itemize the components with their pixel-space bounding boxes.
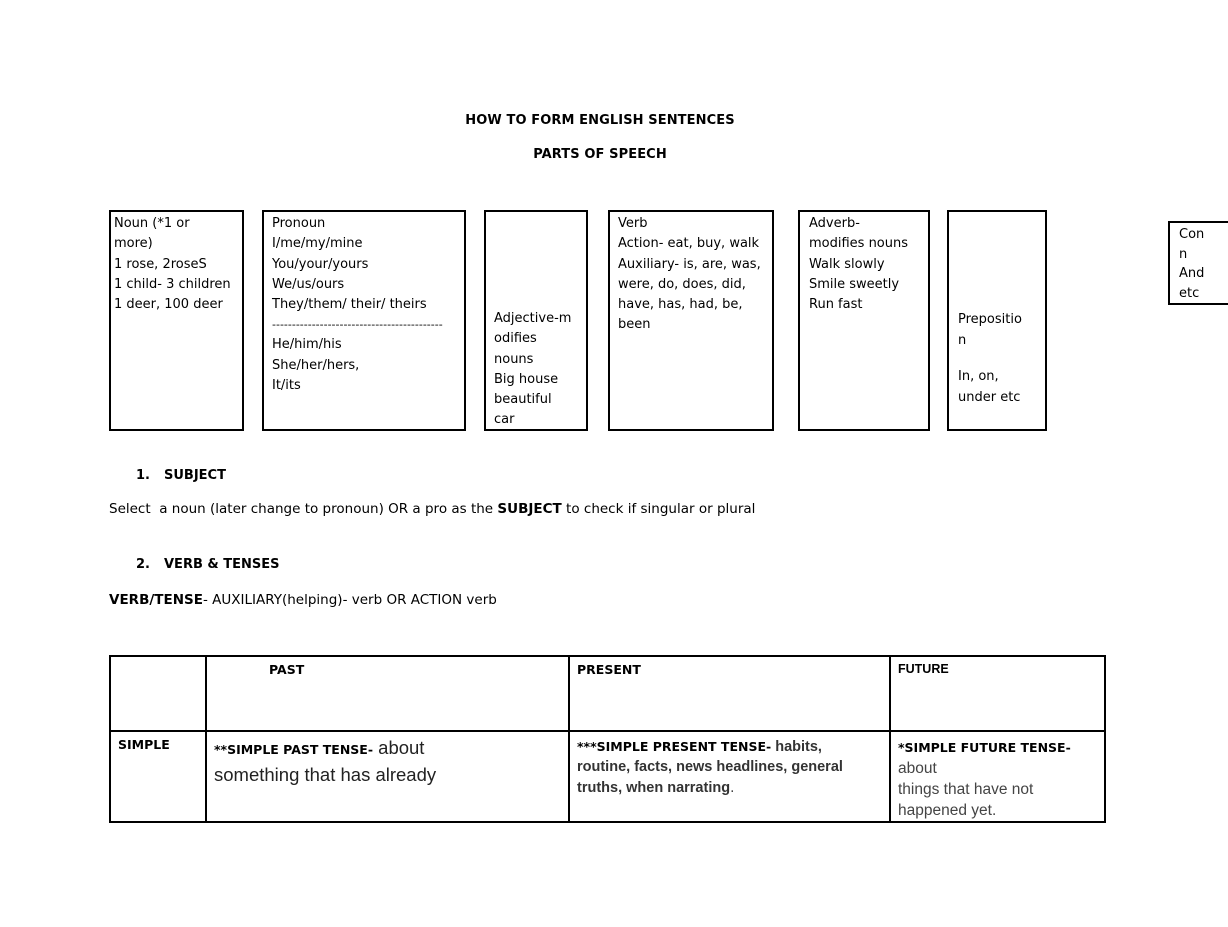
cell-simple-present xyxy=(569,731,890,822)
section-number: 2. xyxy=(136,557,150,572)
page-title: HOW TO FORM ENGLISH SENTENCES xyxy=(465,113,735,128)
section-subject-heading xyxy=(136,468,226,483)
verb-paragraph xyxy=(109,592,497,608)
row-label-simple: SIMPLE xyxy=(110,731,206,822)
section-title: SUBJECT xyxy=(164,468,226,483)
adverb-box: Adverb- modifies nouns Walk slowly Smile sweetly Run fast xyxy=(798,210,930,431)
cell-simple-future xyxy=(890,731,1105,822)
conjunction-box: Con n And etc xyxy=(1168,221,1228,305)
pronoun-divider: ------------------------------------------- xyxy=(272,318,443,332)
adjective-box xyxy=(484,210,588,431)
tense-table xyxy=(109,655,1106,823)
subject-text-bold: SUBJECT xyxy=(497,501,562,517)
table-row xyxy=(110,656,1105,731)
table-header-present: PRESENT xyxy=(569,656,890,731)
pronoun-list: Pronoun I/me/my/mine You/your/yours We/us/ours They/them/ their/ theirs xyxy=(272,216,427,313)
section-verb-heading xyxy=(136,557,279,572)
cell-bold-text: *SIMPLE FUTURE TENSE- xyxy=(898,740,1071,755)
subject-text-start: Select a noun (later change to pronoun) OR a pro as the xyxy=(109,501,498,517)
table-header-past: PAST xyxy=(206,656,569,731)
pronoun-box xyxy=(262,210,466,431)
verb-text: - AUXILIARY(helping)- verb OR ACTION verb xyxy=(202,592,497,608)
cell-text: habits, routine, facts, news headlines, general truths, when narrating xyxy=(577,739,843,796)
cell-text-end: . xyxy=(730,779,735,796)
cell-bold-text: **SIMPLE PAST TENSE- xyxy=(214,742,374,757)
subject-text-end: to check if singular or plural xyxy=(561,501,756,517)
table-header-empty xyxy=(110,656,206,731)
noun-box: Noun (*1 or more) 1 rose, 2roseS 1 child- 3 children 1 deer, 100 deer xyxy=(109,210,244,431)
preposition-box xyxy=(947,210,1047,431)
preposition-text: In, on, under etc xyxy=(958,369,1021,405)
section-title: VERB & TENSES xyxy=(164,557,280,572)
cell-text: about things that have not happened yet. xyxy=(898,760,1034,819)
pronoun-list-singular: He/him/his She/her/hers, It/its xyxy=(272,337,360,394)
verb-box: Verb Action- eat, buy, walk Auxiliary- is, are, was, were, do, does, did, have, has, had, be, been xyxy=(608,210,774,431)
subject-paragraph xyxy=(109,501,755,517)
verb-text-bold: VERB/TENSE xyxy=(109,592,203,608)
preposition-heading: Prepositio n xyxy=(958,312,1022,348)
page-subtitle: PARTS OF SPEECH xyxy=(533,147,667,162)
section-number: 1. xyxy=(136,468,150,483)
table-row xyxy=(110,731,1105,822)
adjective-text: Adjective-m odifies nouns Big house beautiful car xyxy=(494,311,572,428)
cell-bold-text: ***SIMPLE PRESENT TENSE- xyxy=(577,739,772,754)
table-header-future: FUTURE xyxy=(890,656,1105,731)
cell-simple-past xyxy=(206,731,569,822)
cell-text: about something that has already xyxy=(214,737,437,785)
